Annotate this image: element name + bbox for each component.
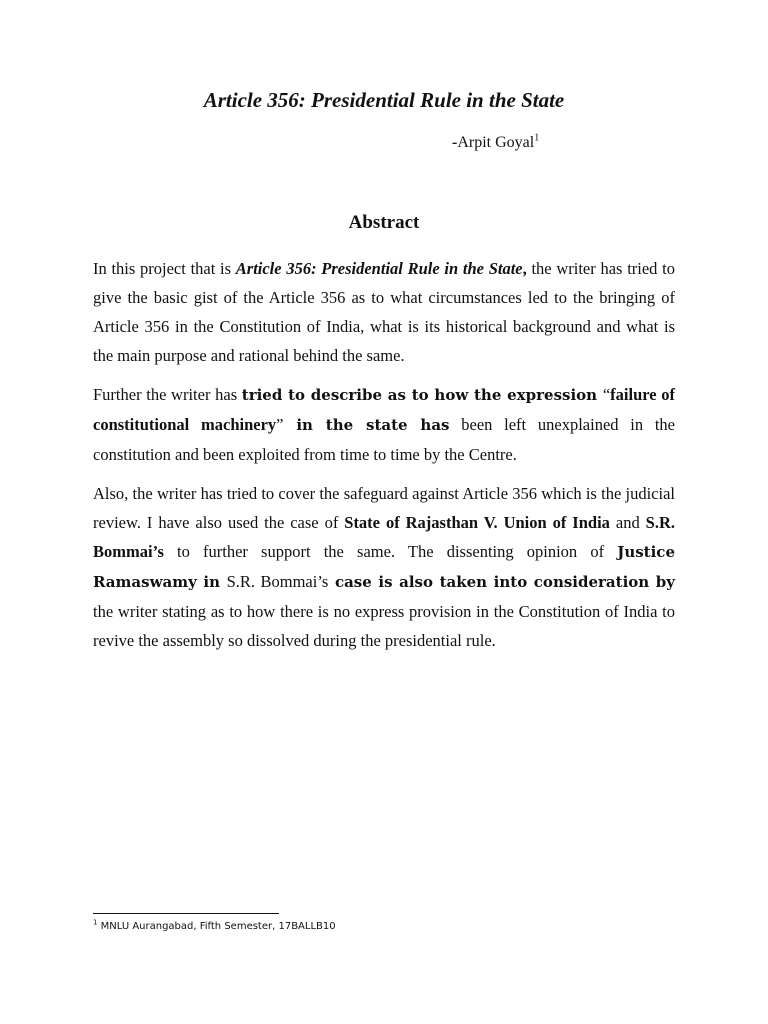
abstract-body [93,254,675,665]
author-name: Arpit Goyal [457,134,535,151]
text-run: to further support the same. The dissenting opinion of [163,542,618,561]
emphasis-phrase: failure of constitutional machinery [93,385,676,434]
text-run: ” [276,415,284,434]
emphasis-text: tried to describe as to how the expression [241,386,603,404]
case-name: S.R. Bommai’s [93,513,675,561]
text-run: and [609,513,646,532]
case-name: State of Rajasthan V. Union of India [344,513,610,532]
text-run: S.R. Bommai’s [226,572,329,591]
text-run: the writer stating as to how there is no express provision in the Constitution of India to revive the assembly so dissolved during the presidential rule. [93,602,675,650]
footnote-text: MNLU Aurangabad, Fifth Semester, 17BALLB10 [97,921,336,932]
abstract-heading: Abstract [348,212,420,233]
author-dash: - [452,134,458,151]
text-run: the writer has tried to give the basic gist of the Article 356 as to what circumstances led to the bringing of Article 356 in the Constitution of India, what is its historical background and what is the main purpose and rational behind the same. [93,259,675,365]
author-line [452,134,539,152]
text-run: In this project that is [93,259,236,278]
text-run: , [522,259,527,278]
footnote [93,918,336,932]
text-run: Also, the writer has tried to cover the safeguard against Article 356 which is the judicial review. I have also used the case of [93,484,675,532]
author-footnote-mark: 1 [534,132,540,144]
abstract-paragraph-3 [93,479,675,655]
emphasis-text: Justice Ramaswamy in [93,543,675,591]
footnote-divider [93,913,279,914]
document-title: Article 356: Presidential Rule in the State [203,88,565,112]
emphasis-title: Article 356: Presidential Rule in the State [235,259,523,278]
emphasis-text: case is also taken into consideration by [328,573,675,591]
abstract-paragraph-1 [93,254,675,370]
text-run: “ [602,385,611,404]
emphasis-text: in the state has [283,416,450,434]
footnote-mark: 1 [93,918,98,927]
abstract-paragraph-2 [93,380,675,469]
text-run: Further the writer has [93,385,242,404]
text-run: been left unexplained in the constitution and been exploited from time to time by the Centre. [93,415,675,464]
